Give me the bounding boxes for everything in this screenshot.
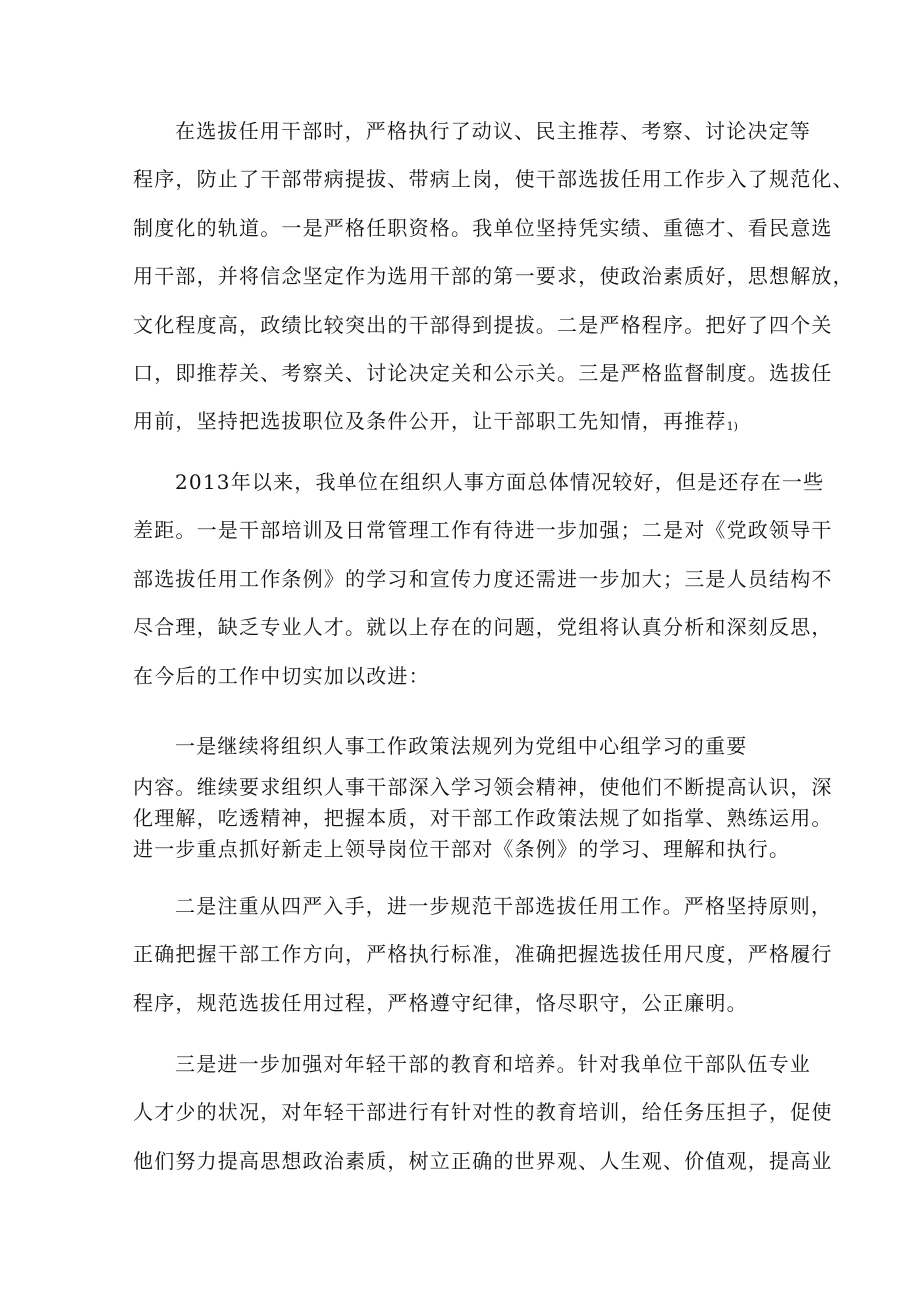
text-line: 人才少的状况，对年轻干部进行有针对性的教育培训，给任务压担子，促使	[133, 1100, 833, 1125]
text-line: 用前，坚持把选拔职位及条件公开，让干部职工先知情，再推荐	[133, 409, 727, 434]
text-line: 口，即推荐关、考察关、讨论决定关和公示关。三是严格监督制度。选拔任	[133, 360, 833, 385]
text-line: 二是注重从四严入手，进一步规范干部选拔任用工作。严格坚持原则，	[175, 894, 833, 918]
text-line: 文化程度高，政绩比较突出的干部得到提拔。二是严格程序。把好了四个关	[133, 312, 833, 337]
text-line: 部选拔任用工作条例》的学习和宣传力度还需进一步加大；三是人员结构不	[133, 566, 833, 591]
text-line: 正确把握干部工作方向，严格执行标准，准确把握选拔任用尺度，严格履行	[133, 942, 833, 967]
text-line: 他们努力提高思想政治素质，树立正确的世界观、人生观、价值观，提高业	[133, 1148, 833, 1173]
text-line: 程序，规范选拔任用过程，严格遵守纪律，恪尽职守，公正廉明。	[133, 990, 748, 1015]
paragraph-measure-one-body	[133, 772, 833, 865]
footnote-mark: 1)	[726, 420, 738, 434]
text-line: 程序，防止了干部带病提拔、带病上岗，使干部选拔任用工作步入了规范化、	[133, 167, 854, 192]
text-line: 差距。一是干部培训及日常管理工作有待进一步加强；二是对《党政领导干	[133, 518, 833, 543]
text-line: 三是进一步加强对年轻干部的教育和培养。针对我单位干部队伍专业	[175, 1052, 811, 1076]
text-line: 进一步重点抓好新走上领导岗位干部对《条例》的学习、理解和执行。	[133, 837, 791, 861]
paragraph-measure-one-heading	[133, 722, 791, 770]
text-line: 在今后的工作中切实加以改进：	[133, 663, 430, 688]
text-line: 化理解，吃透精神，把握本质，对干部工作政策法规了如指掌、熟练运用。	[133, 806, 833, 830]
paragraph-measure-two	[133, 882, 833, 1027]
text-line: 尽合理，缺乏专业人才。就以上存在的问题，党组将认真分析和深刻反思，	[133, 615, 833, 640]
text-line: 内容。维续要求组织人事干部深入学习领会精神，使他们不断提高认识，深	[133, 775, 833, 799]
paragraph-cadre-selection-procedure	[133, 107, 854, 446]
text-line: 制度化的轨道。一是严格任职资格。我单位坚持凭实绩、重德才、看民意选	[133, 215, 833, 240]
paragraph-measure-three	[133, 1040, 833, 1185]
text-line: 一是继续将组织人事工作政策法规列为党组中心组学习的重要	[175, 734, 748, 758]
text-line-with-footnote	[133, 397, 791, 445]
paragraph-existing-gaps	[133, 458, 833, 700]
text-line: 用干部，并将信念坚定作为选用干部的第一要求，使政治素质好，思想解放，	[133, 264, 854, 289]
text-line: 在选拔任用干部时，严格执行了动议、民主推荐、考察、讨论决定等	[175, 119, 811, 143]
text-line: 2013年以来，我单位在组织人事方面总体情况较好，但是还存在一些	[175, 470, 825, 494]
